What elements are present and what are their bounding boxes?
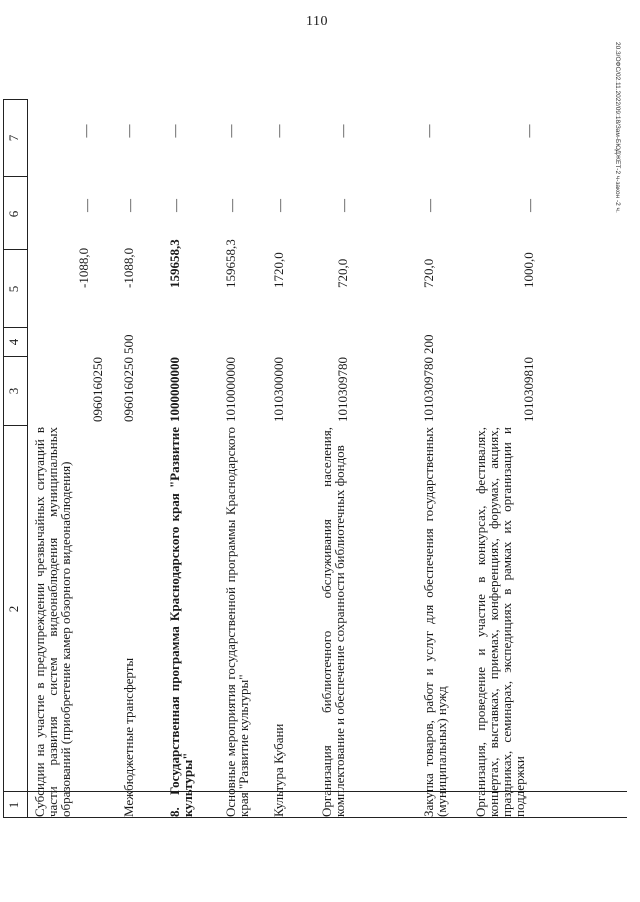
row-code: 1010000000: [223, 357, 238, 422]
row-code: 0960160250: [90, 357, 105, 422]
row-col6-dash: —: [79, 199, 94, 212]
header-col-3: 3: [6, 387, 21, 395]
row-col6-dash: —: [168, 199, 183, 212]
row-amount: 1000,0: [521, 252, 536, 288]
header-col-4: 4: [6, 338, 21, 346]
row-type: 200: [421, 334, 436, 354]
row-col6-dash: —: [522, 199, 537, 212]
row-col7: —: [121, 124, 136, 138]
row-col6-dash: —: [336, 199, 351, 212]
header-col-1: 1: [6, 801, 21, 809]
row-col6-dash: —: [122, 199, 137, 212]
table-row: [33, 0, 105, 902]
header-right-border: [3, 99, 28, 100]
row-code: 1010309810: [521, 357, 536, 422]
row-code: 1000000000: [167, 357, 182, 422]
header-col-7: 7: [6, 134, 21, 142]
column-divider: [3, 249, 28, 250]
row-name: Организация библиотечного обслуживания населения, комплектование и обеспечение сохранности библиотечных фондов: [319, 427, 347, 817]
table-top-border: [3, 100, 4, 818]
row-type: 500: [121, 334, 136, 354]
table-row: [272, 0, 296, 902]
row-col6-dash: —: [224, 199, 239, 212]
row-amount: -1088,0: [121, 247, 136, 288]
row-code: 0960160250: [121, 357, 136, 422]
row-code: 1010309780: [421, 357, 436, 422]
table-row: [320, 0, 370, 902]
table-row: [474, 0, 554, 902]
page-number: 110: [306, 14, 328, 29]
row-col7: —: [271, 124, 286, 138]
row-amount: -1088,0: [76, 247, 91, 288]
header-col-6: 6: [6, 210, 21, 218]
row-col6-dash: —: [422, 199, 437, 212]
section-number: 8.: [167, 807, 182, 817]
row-amount: 1720,0: [271, 252, 286, 288]
row-amount: 720,0: [335, 258, 350, 288]
column-divider: [3, 425, 28, 426]
document-stamp: 20.3/ОФС/02.11.2022/09:18/Зам-БЮДЖЕТ-2 ч-закон -2 ч.: [614, 42, 621, 213]
table-row: [224, 0, 264, 902]
row-code: 1010309780: [335, 357, 350, 422]
row-col7: —: [335, 124, 350, 138]
row-col7: —: [521, 124, 536, 138]
header-col-2: 2: [6, 605, 21, 613]
row-name: Закупка товаров, работ и услуг для обеспечения государственных (муниципальных) нужд: [421, 427, 449, 817]
row-name: Основные мероприятия государственной программы Краснодарского края "Развитие культуры": [223, 427, 251, 817]
row-amount: 159658,3: [223, 239, 238, 288]
row-col7: —: [421, 124, 436, 138]
row-name: 8.Государственная программа Краснодарского края "Развитие культуры": [167, 427, 195, 817]
row-name: Межбюджетные трансферты: [121, 657, 136, 817]
header-bottom-border: [27, 100, 28, 818]
row-col7: —: [78, 124, 93, 138]
row-code: 1010300000: [271, 357, 286, 422]
row-amount: 720,0: [421, 258, 436, 288]
column-divider: [3, 176, 28, 177]
row-name: Субсидии на участие в предупреждении чрезвычайных ситуаций в части развития систем видеонаблюдения муниципальных образований (приобретение камер обзорного видеонаблюдения): [32, 427, 73, 817]
row-col7: —: [223, 124, 238, 138]
row-col7: —: [167, 124, 182, 138]
header-col-5: 5: [6, 285, 21, 293]
table-row: [422, 0, 462, 902]
row-col6-dash: —: [272, 199, 287, 212]
row-name: Организация, проведение и участие в конкурсах, фестивалях, концертах, выставках, приемах, конференциях, форумах, акциях, праздниках, семинарах, экспедициях в рамках их организации и поддержки: [473, 427, 527, 817]
row-amount: 159658,3: [167, 239, 182, 288]
row-name: Культура Кубани: [271, 723, 286, 817]
table-row: [168, 0, 208, 902]
table-row: [122, 0, 162, 902]
